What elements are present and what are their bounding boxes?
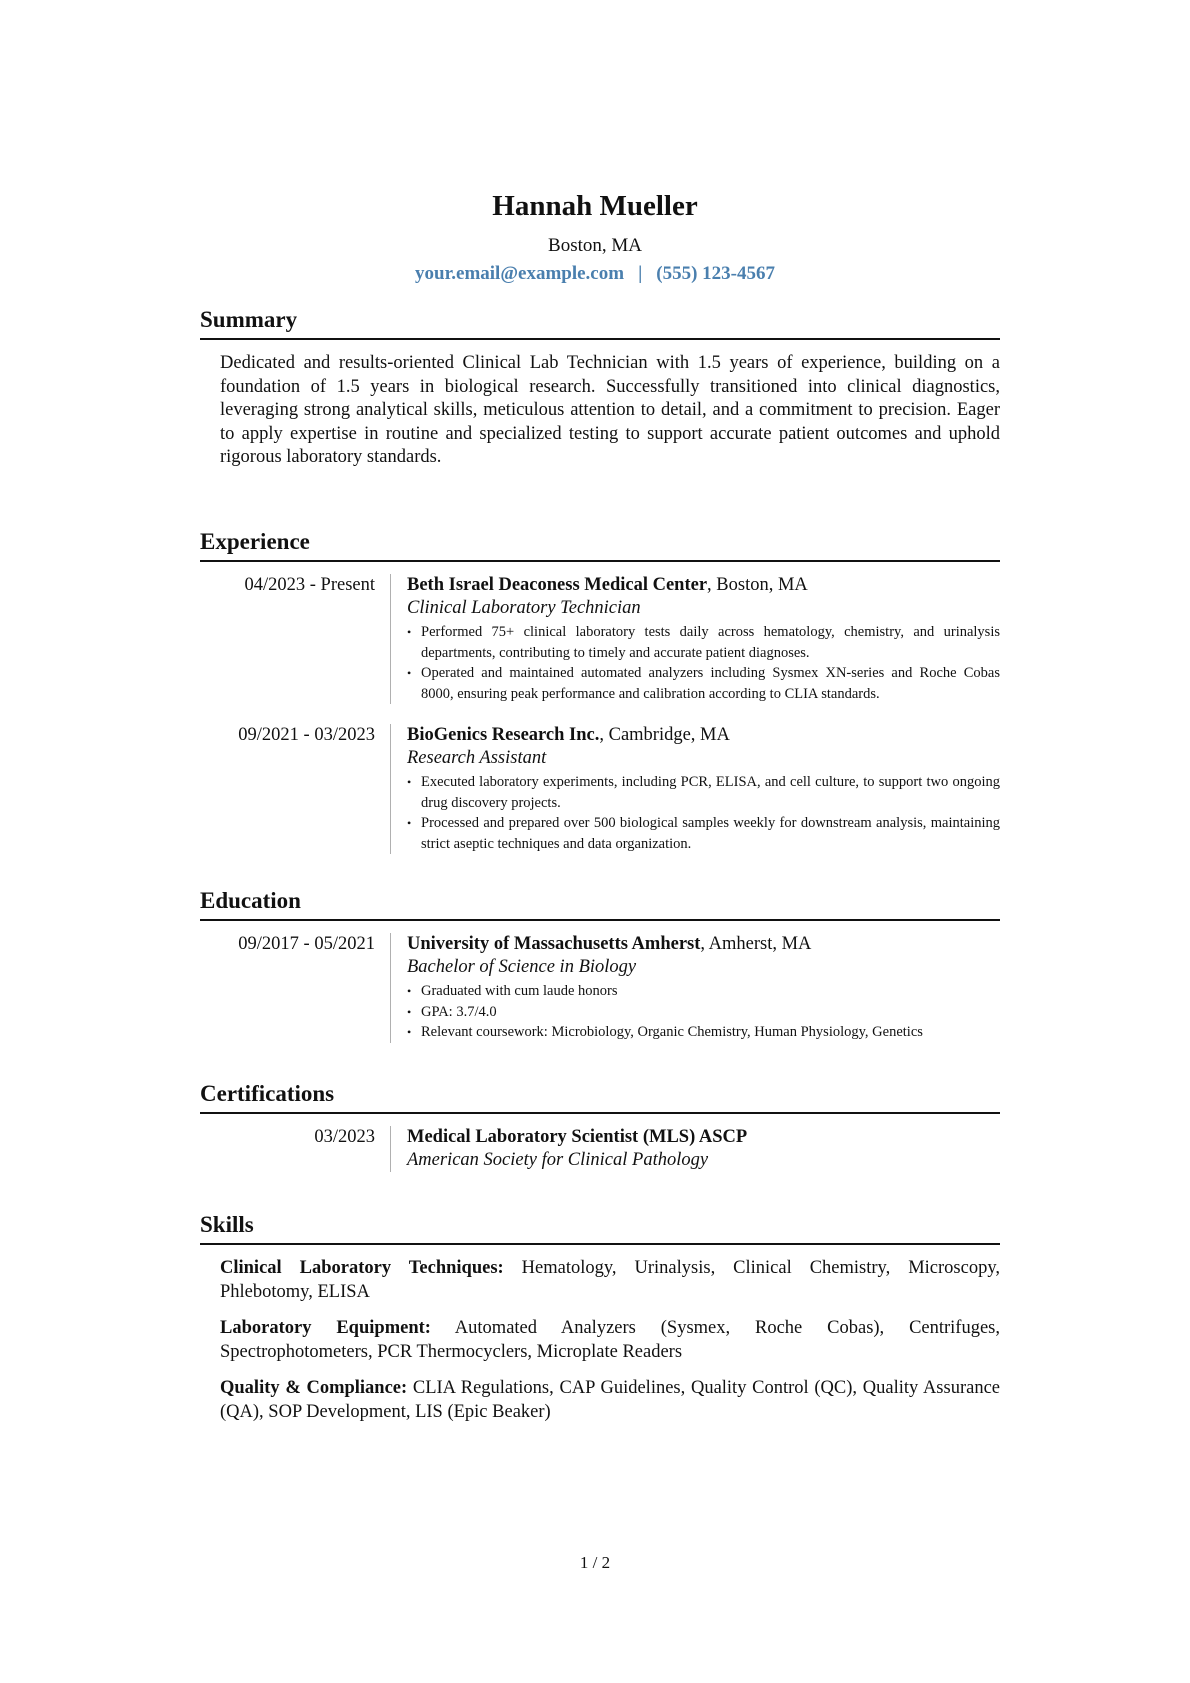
section-divider [200,338,1000,340]
employer-name: Beth Israel Deaconess Medical Center [407,575,708,595]
skill-list: Automated Analyzers (Sysmex, Roche Cobas), Centrifuges, Spectrophotometers, PCR Thermocyclers, Microplate Readers [220,1318,1001,1362]
institution-location: , Amherst, MA [700,934,812,954]
employer-location: , Boston, MA [707,575,808,595]
job-title: Research Assistant [407,748,547,768]
education-entry [200,933,1000,1043]
entry-date: 09/2021 - 03/2023 [238,725,375,745]
certification-name: Medical Laboratory Scientist (MLS) ASCP [407,1127,748,1147]
section-divider [200,1243,1000,1245]
skill-list: CLIA Regulations, CAP Guidelines, Quality Control (QC), Quality Assurance (QA), SOP Development, LIS (Epic Beaker) [220,1378,1000,1422]
entry-timeline-bar [390,724,391,854]
entry-date: 03/2023 [314,1127,375,1147]
degree-title: Bachelor of Science in Biology [407,957,637,977]
bullet-item: • GPA: 3.7/4.0 [407,1002,1000,1023]
experience-entry [200,724,1000,854]
contact-separator: | [638,263,643,284]
experience-section [200,528,1000,854]
bullet-item: • Executed laboratory experiments, including PCR, ELISA, and cell culture, to support two ongoing drug discovery projects. [407,772,1000,813]
phone-link[interactable]: (555) 123-4567 [656,263,775,284]
skills-section [200,1211,1000,1424]
skill-group [220,1317,1000,1364]
bullet-list [407,981,1000,1043]
entry-body [407,724,1000,854]
contact-line [0,262,1190,286]
section-title-certifications: Certifications [200,1081,335,1106]
entry-heading [407,574,1000,597]
section-title-skills: Skills [200,1212,254,1237]
entry-heading [407,724,1000,747]
bullet-item: • Operated and maintained automated analyzers including Sysmex XN-series and Roche Cobas 8000, ensuring peak performance and calibration according to CLIA standards. [407,663,1000,704]
experience-entry [200,574,1000,704]
bullet-list [407,622,1000,704]
bullet-list [407,772,1000,854]
skill-category: Clinical Laboratory Techniques: [220,1258,504,1278]
skill-group [220,1377,1000,1424]
employer-location: , Cambridge, MA [599,725,730,745]
section-divider [200,560,1000,562]
bullet-item: • Processed and prepared over 500 biological samples weekly for downstream analysis, maintaining strict aseptic techniques and data organization. [407,813,1000,854]
section-title-education: Education [200,888,301,913]
page-number: 1 / 2 [579,1553,611,1572]
certification-issuer: American Society for Clinical Pathology [407,1150,709,1170]
entry-body [407,1126,1000,1172]
entry-heading [407,1126,1000,1149]
entry-body [407,933,1000,1043]
certification-entry [200,1126,1000,1172]
section-divider [200,1112,1000,1114]
employer-name: BioGenics Research Inc. [407,725,600,745]
entry-timeline-bar [390,574,391,704]
bullet-item: • Graduated with cum laude honors [407,981,1000,1002]
entry-timeline-bar [390,1126,391,1172]
summary-section [200,306,1000,470]
education-section [200,887,1000,1043]
skill-list: Hematology, Urinalysis, Clinical Chemistry, Microscopy, Phlebotomy, ELISA [220,1258,1000,1302]
job-title: Clinical Laboratory Technician [407,598,641,618]
email-link[interactable]: your.email@example.com [415,263,625,284]
section-title-experience: Experience [200,529,310,554]
bullet-item: • Performed 75+ clinical laboratory tests daily across hematology, chemistry, and urinalysis departments, contributing to timely and accurate patient diagnoses. [407,622,1000,663]
institution-name: University of Massachusetts Amherst [407,934,701,954]
summary-text: Dedicated and results-oriented Clinical Lab Technician with 1.5 years of experience, building on a foundation of 1.5 years in biological research. Successfully transitioned into clinical diagnostics, leveraging strong analytical skills, meticulous attention to detail, and a commitment to precision. Eager to apply expertise in routine and specialized testing to support accurate patient outcomes and uphold rigorous laboratory standards. [220,353,1000,467]
section-title-summary: Summary [200,307,298,332]
skill-category: Laboratory Equipment: [220,1318,431,1338]
entry-date: 09/2017 - 05/2021 [238,934,375,954]
entry-heading [407,933,1000,956]
entry-timeline-bar [390,933,391,1043]
entry-date: 04/2023 - Present [244,575,375,595]
candidate-name: Hannah Mueller [492,190,698,222]
certifications-section [200,1080,1000,1172]
bullet-item: • Relevant coursework: Microbiology, Organic Chemistry, Human Physiology, Genetics [407,1022,1000,1043]
entry-body [407,574,1000,704]
skill-category: Quality & Compliance: [220,1378,408,1398]
section-divider [200,919,1000,921]
skill-group [220,1257,1000,1304]
candidate-location: Boston, MA [548,235,642,256]
